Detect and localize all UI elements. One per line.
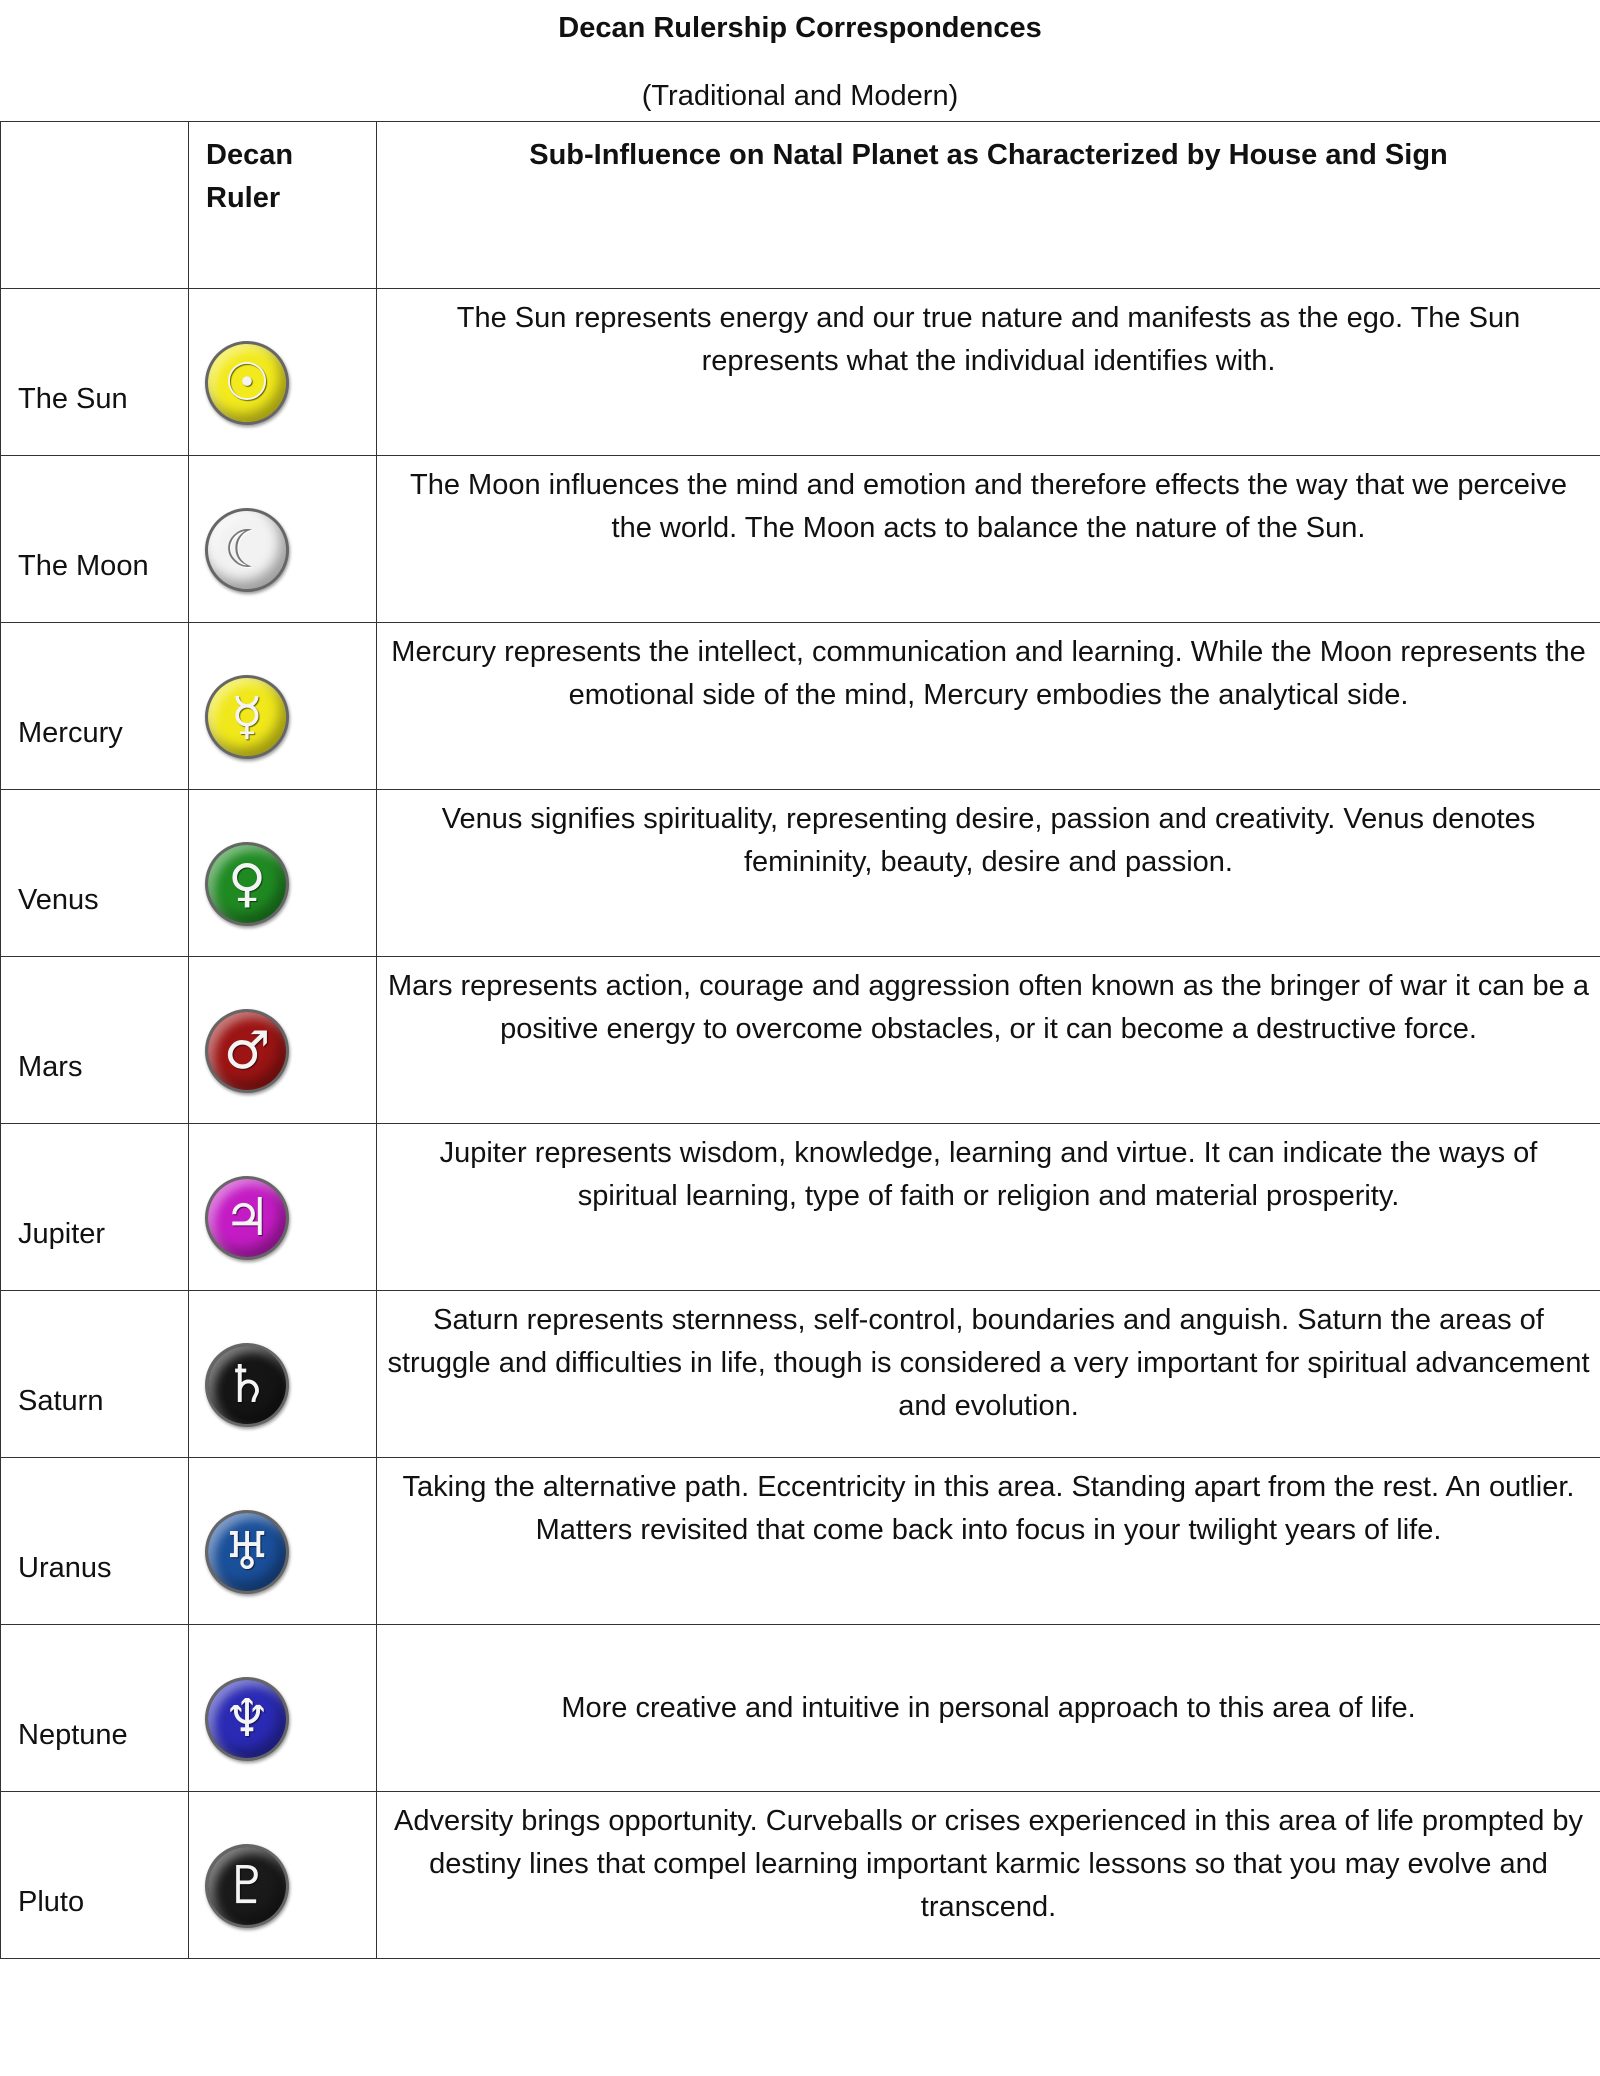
planet-description: More creative and intuitive in personal approach to this area of life. xyxy=(377,1625,1600,1792)
planet-description: Mars represents action, courage and aggression often known as the bringer of war it can be a positive energy to overcome obstacles, or it can become a destructive force. xyxy=(377,957,1600,1124)
table-row xyxy=(1,790,1600,957)
header-planet xyxy=(1,122,189,289)
neptune-icon: ♆ xyxy=(205,1677,289,1761)
pluto-icon: ♇ xyxy=(205,1844,289,1928)
mercury-icon: ☿ xyxy=(205,675,289,759)
table-row xyxy=(1,1625,1600,1792)
sun-icon: ☉ xyxy=(205,341,289,425)
venus-icon: ♀ xyxy=(205,842,289,926)
decan-ruler-cell xyxy=(189,1291,377,1458)
table-body xyxy=(1,289,1600,1959)
planet-description: Mercury represents the intellect, communication and learning. While the Moon represents the emotional side of the mind, Mercury embodies the analytical side. xyxy=(377,623,1600,790)
uranus-icon: ♅ xyxy=(205,1510,289,1594)
header-decan-ruler xyxy=(189,122,377,289)
planet-name: Mars xyxy=(1,957,189,1124)
planet-name: Saturn xyxy=(1,1291,189,1458)
table-row xyxy=(1,623,1600,790)
planet-description: The Moon influences the mind and emotion and therefore effects the way that we perceive the world. The Moon acts to balance the nature of the Sun. xyxy=(377,456,1600,623)
table-header-row xyxy=(1,122,1600,289)
table-row xyxy=(1,456,1600,623)
decan-ruler-cell xyxy=(189,623,377,790)
page-subtitle: (Traditional and Modern) xyxy=(641,80,959,112)
header-sub-influence: Sub-Influence on Natal Planet as Characterized by House and Sign xyxy=(377,122,1600,289)
planet-description: Jupiter represents wisdom, knowledge, learning and virtue. It can indicate the ways of spiritual learning, type of faith or religion and material prosperity. xyxy=(377,1124,1600,1291)
decan-ruler-cell xyxy=(189,957,377,1124)
decan-ruler-cell xyxy=(189,1124,377,1291)
planet-name: Jupiter xyxy=(1,1124,189,1291)
planet-name: Uranus xyxy=(1,1458,189,1625)
decan-ruler-cell xyxy=(189,1458,377,1625)
decan-ruler-cell xyxy=(189,289,377,456)
planet-description: The Sun represents energy and our true nature and manifests as the ego. The Sun represents what the individual identifies with. xyxy=(377,289,1600,456)
decan-ruler-cell xyxy=(189,790,377,957)
moon-icon: ☾ xyxy=(205,508,289,592)
planet-description: Venus signifies spirituality, representing desire, passion and creativity. Venus denotes femininity, beauty, desire and passion. xyxy=(377,790,1600,957)
decan-ruler-cell xyxy=(189,1625,377,1792)
table-row xyxy=(1,957,1600,1124)
table-row xyxy=(1,1458,1600,1625)
planet-description: Taking the alternative path. Eccentricity in this area. Standing apart from the rest. An outlier. Matters revisited that come back into focus in your twilight years of life. xyxy=(377,1458,1600,1625)
table-row xyxy=(1,289,1600,456)
planet-name: Mercury xyxy=(1,623,189,790)
planet-name: The Sun xyxy=(1,289,189,456)
planet-name: Neptune xyxy=(1,1625,189,1792)
decan-ruler-cell xyxy=(189,1792,377,1959)
saturn-icon: ♄ xyxy=(205,1343,289,1427)
table-row xyxy=(1,1291,1600,1458)
table-row xyxy=(1,1792,1600,1959)
table-row xyxy=(1,1124,1600,1291)
decan-ruler-cell xyxy=(189,456,377,623)
planet-name: The Moon xyxy=(1,456,189,623)
planet-name: Pluto xyxy=(1,1792,189,1959)
planet-description: Adversity brings opportunity. Curveballs or crises experienced in this area of life prompted by destiny lines that compel learning important karmic lessons so that you may evolve and transcend. xyxy=(377,1792,1600,1959)
header-decan-ruler-line1: Decan xyxy=(206,139,294,171)
planet-name: Venus xyxy=(1,790,189,957)
header-decan-ruler-line2: Ruler xyxy=(206,182,281,214)
jupiter-icon: ♃ xyxy=(205,1176,289,1260)
page-title: Decan Rulership Correspondences xyxy=(558,12,1042,44)
decan-table xyxy=(0,121,1600,1959)
planet-description: Saturn represents sternness, self-control, boundaries and anguish. Saturn the areas of struggle and difficulties in life, though is considered a very important for spiritual advancement and evolution. xyxy=(377,1291,1600,1458)
mars-icon: ♂ xyxy=(205,1009,289,1093)
